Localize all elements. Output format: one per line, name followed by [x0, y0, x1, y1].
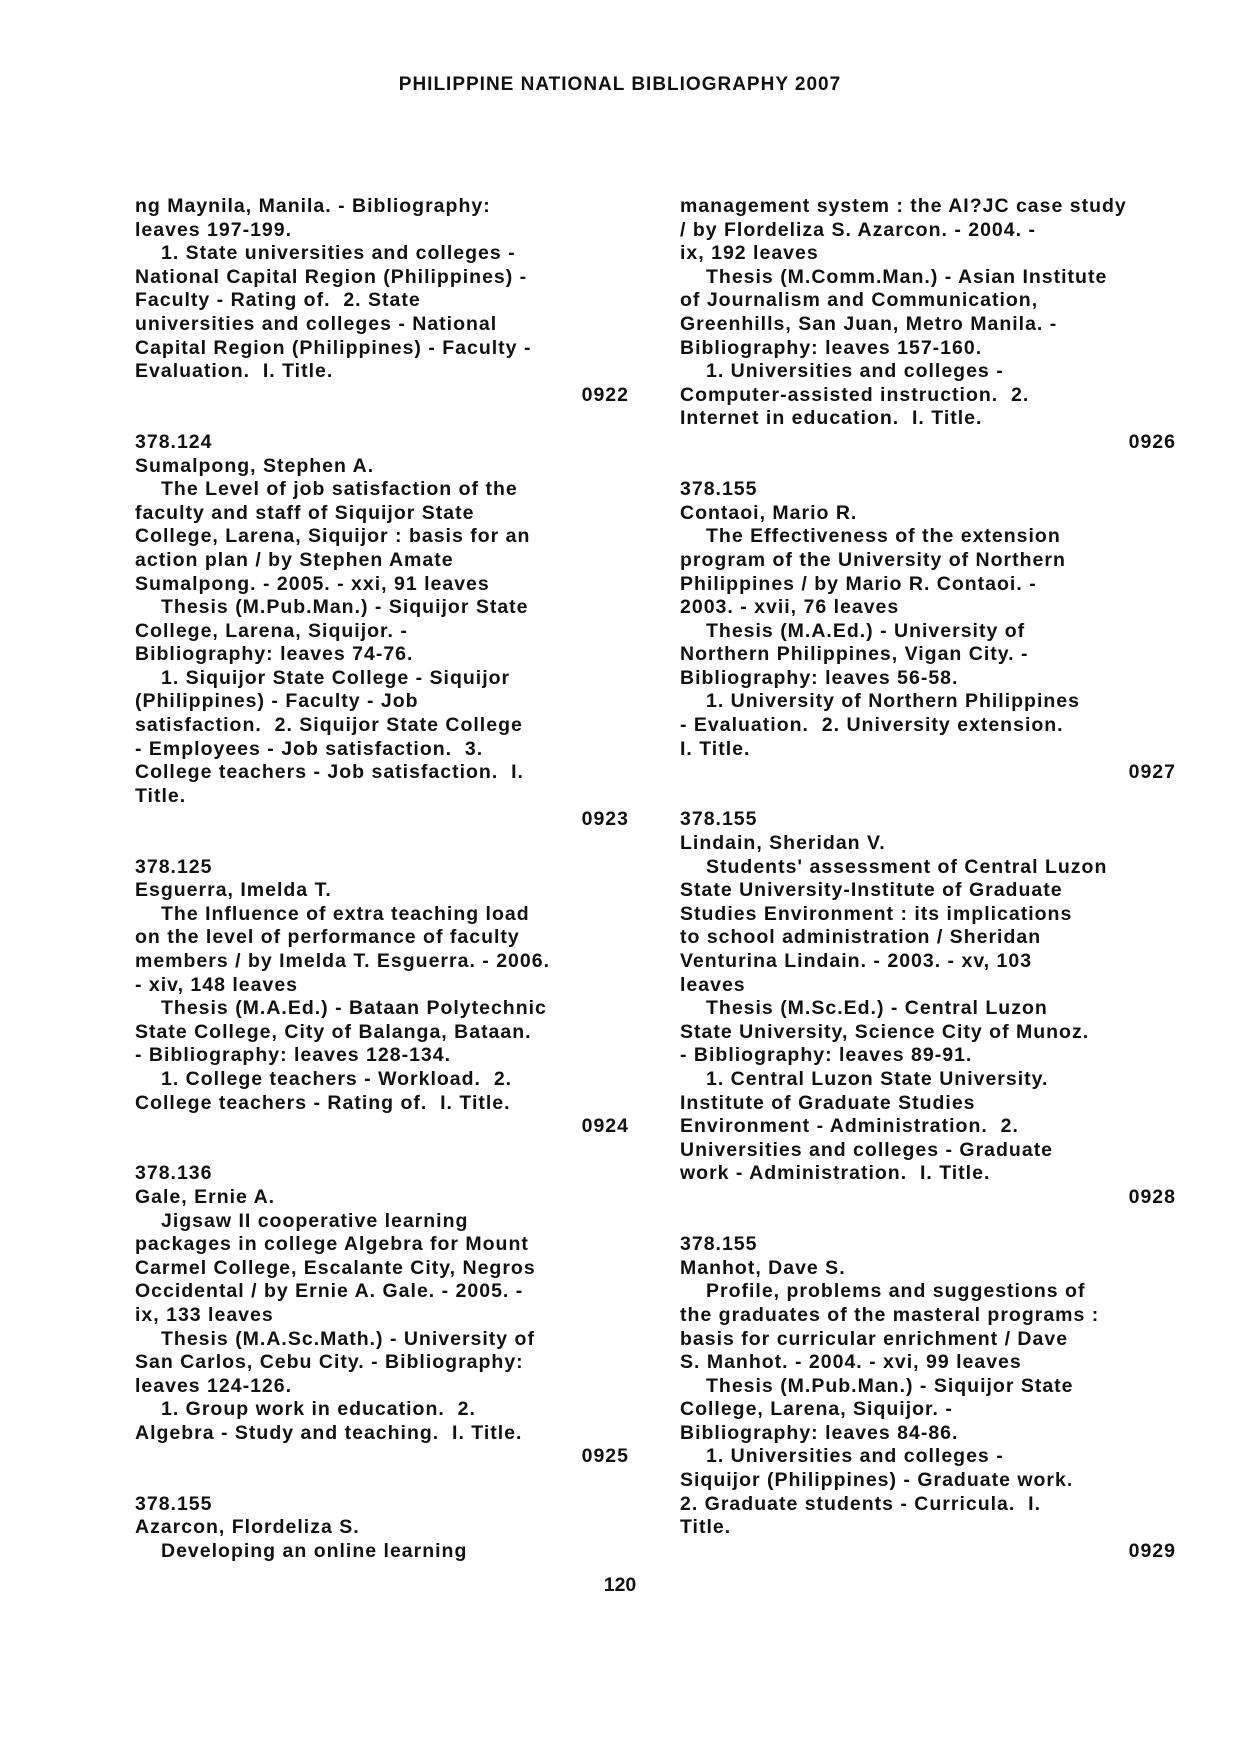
text-line: 378.155 — [680, 1233, 758, 1256]
text-line: Title. — [680, 1516, 732, 1539]
text-line: Thesis (M.Sc.Ed.) - Central Luzon — [706, 997, 1048, 1020]
text-line: 378.155 — [680, 808, 758, 831]
text-line: 1. Universities and colleges - — [706, 360, 1004, 383]
text-line: Venturina Lindain. - 2003. - xv, 103 — [680, 950, 1033, 972]
entry-number: 0924 — [581, 1115, 629, 1138]
text-line: basis for curricular enrichment / Dave — [680, 1327, 1069, 1350]
entry-number: 0929 — [1128, 1539, 1176, 1562]
text-line: - xiv, 148 leaves — [135, 973, 299, 996]
text-line: State University-Institute of Graduate — [680, 879, 1063, 902]
text-line: 2. Graduate students - Curricula. I. — [680, 1492, 1041, 1515]
entry-spacer — [680, 1210, 1176, 1234]
text-line: members / by Imelda T. Esguerra. - 2006. — [135, 950, 551, 972]
entry-spacer — [680, 785, 1176, 809]
text-line: Capital Region (Philippines) - Faculty - — [135, 336, 532, 359]
text-line: Students' assessment of Central Luzon — [706, 855, 1108, 878]
text-line: Carmel College, Escalante City, Negros — [135, 1256, 536, 1279]
text-line: Azarcon, Flordeliza S. — [135, 1516, 360, 1539]
text-line: action plan / by Stephen Amate — [135, 548, 454, 571]
entry-spacer — [680, 455, 1176, 479]
left-column — [135, 195, 629, 1563]
entry-spacer — [135, 407, 629, 431]
text-line: Developing an online learning — [161, 1539, 468, 1562]
text-line: National Capital Region (Philippines) - — [135, 265, 528, 288]
entry-number: 0928 — [1128, 1185, 1176, 1208]
text-line: The Effectiveness of the extension — [706, 525, 1061, 548]
text-line: Philippines / by Mario R. Contaoi. - — [680, 572, 1037, 595]
text-line: 378.125 — [135, 855, 213, 878]
text-line: Sumalpong. - 2005. - xxi, 91 leaves — [135, 572, 490, 595]
text-line: - Bibliography: leaves 89-91. — [680, 1044, 973, 1067]
text-line: Bibliography: leaves 157-160. — [680, 336, 983, 359]
text-line: satisfaction. 2. Siquijor State College — [135, 714, 523, 737]
text-line: faculty and staff of Siquijor State — [135, 501, 475, 524]
text-line: on the level of performance of faculty — [135, 926, 520, 949]
text-line: Esguerra, Imelda T. — [135, 879, 332, 902]
text-line: 1. State universities and colleges - — [161, 242, 516, 265]
text-line: Lindain, Sheridan V. — [680, 832, 886, 855]
text-line: Occidental / by Ernie A. Gale. - 2005. - — [135, 1280, 524, 1303]
text-line: College teachers - Rating of. I. Title. — [135, 1091, 511, 1114]
text-line: 378.155 — [680, 478, 758, 501]
text-line: Institute of Graduate Studies — [680, 1091, 976, 1114]
text-line: - Employees - Job satisfaction. 3. — [135, 737, 484, 760]
text-line: Thesis (M.A.Ed.) - University of — [706, 619, 1026, 642]
text-line: Bibliography: leaves 56-58. — [680, 666, 959, 689]
text-line: leaves 197-199. — [135, 218, 293, 241]
text-line: College, Larena, Siquijor. - — [680, 1398, 953, 1421]
entry-number: 0927 — [1128, 761, 1176, 784]
text-line: State University, Science City of Munoz. — [680, 1020, 1090, 1043]
text-line: the graduates of the masteral programs : — [680, 1303, 1100, 1326]
text-line: management system : the AI?JC case study — [680, 195, 1127, 217]
text-line: 1. College teachers - Workload. 2. — [161, 1067, 513, 1090]
text-line: 1. Universities and colleges - — [706, 1445, 1004, 1468]
text-line: 1. Siquijor State College - Siquijor — [161, 666, 511, 689]
text-line: Bibliography: leaves 74-76. — [135, 643, 414, 666]
text-line: Thesis (M.Pub.Man.) - Siquijor State — [706, 1374, 1074, 1397]
text-line: Thesis (M.A.Ed.) - Bataan Polytechnic — [161, 997, 547, 1020]
text-line: The Level of job satisfaction of the — [161, 478, 518, 501]
text-line: Thesis (M.Pub.Man.) - Siquijor State — [161, 596, 529, 619]
text-line: Greenhills, San Juan, Metro Manila. - — [680, 312, 1058, 335]
entry-spacer — [135, 1469, 629, 1493]
right-column — [680, 195, 1176, 1563]
text-line: ix, 192 leaves — [680, 242, 819, 265]
text-line: Studies Environment : its implications — [680, 902, 1073, 925]
entry-number: 0922 — [581, 383, 629, 406]
text-line: San Carlos, Cebu City. - Bibliography: — [135, 1351, 524, 1374]
text-line: Environment - Administration. 2. — [680, 1115, 1019, 1138]
text-line: universities and colleges - National — [135, 312, 498, 335]
text-line: State College, City of Balanga, Bataan. — [135, 1020, 532, 1043]
entry-number: 0925 — [581, 1445, 629, 1468]
page-header: PHILIPPINE NATIONAL BIBLIOGRAPHY 2007 — [398, 74, 842, 95]
text-line: 2003. - xvii, 76 leaves — [680, 596, 900, 619]
text-line: Sumalpong, Stephen A. — [135, 454, 375, 477]
text-line: 1. University of Northern Philippines — [706, 690, 1080, 713]
text-line: The Influence of extra teaching load — [161, 902, 530, 925]
text-line: - Bibliography: leaves 128-134. — [135, 1044, 452, 1067]
text-line: Bibliography: leaves 84-86. — [680, 1421, 959, 1444]
text-line: Algebra - Study and teaching. I. Title. — [135, 1421, 523, 1444]
text-line: / by Flordeliza S. Azarcon. - 2004. - — [680, 218, 1036, 241]
text-line: - Evaluation. 2. University extension. — [680, 714, 1064, 737]
text-line: Gale, Ernie A. — [135, 1185, 276, 1208]
text-line: of Journalism and Communication, — [680, 289, 1039, 312]
text-line: 378.124 — [135, 430, 213, 453]
text-line: Profile, problems and suggestions of — [706, 1280, 1086, 1303]
text-line: ng Maynila, Manila. - Bibliography: — [135, 195, 491, 217]
entry-number: 0923 — [581, 808, 629, 831]
text-line: 378.136 — [135, 1162, 213, 1185]
text-line: (Philippines) - Faculty - Job — [135, 690, 419, 713]
text-line: Thesis (M.Comm.Man.) - Asian Institute — [706, 265, 1108, 288]
entry-number: 0926 — [1128, 430, 1176, 453]
text-line: program of the University of Northern — [680, 548, 1066, 571]
text-line: Evaluation. I. Title. — [135, 360, 334, 383]
text-line: Contaoi, Mario R. — [680, 501, 858, 524]
text-line: 1. Central Luzon State University. — [706, 1067, 1049, 1090]
text-line: College, Larena, Siquijor. - — [135, 619, 408, 642]
text-line: 378.155 — [135, 1492, 213, 1515]
page-number: 120 — [603, 1574, 637, 1596]
text-line: Thesis (M.A.Sc.Math.) - University of — [161, 1327, 535, 1350]
text-line: Faculty - Rating of. 2. State — [135, 289, 421, 312]
text-line: Northern Philippines, Vigan City. - — [680, 643, 1029, 666]
text-line: to school administration / Sheridan — [680, 926, 1042, 949]
text-line: work - Administration. I. Title. — [680, 1162, 991, 1185]
text-line: 1. Group work in education. 2. — [161, 1398, 476, 1421]
entry-spacer — [135, 832, 629, 856]
text-line: Internet in education. I. Title. — [680, 407, 983, 430]
text-line: ix, 133 leaves — [135, 1303, 274, 1326]
text-line: leaves 124-126. — [135, 1374, 293, 1397]
text-line: Manhot, Dave S. — [680, 1256, 846, 1279]
text-line: Siquijor (Philippines) - Graduate work. — [680, 1469, 1074, 1492]
text-line: Universities and colleges - Graduate — [680, 1138, 1054, 1161]
entry-spacer — [135, 1139, 629, 1163]
text-line: Computer-assisted instruction. 2. — [680, 383, 1030, 406]
text-line: College, Larena, Siquijor : basis for an — [135, 525, 531, 548]
text-line: leaves — [680, 973, 746, 996]
text-line: Title. — [135, 784, 187, 807]
text-line: College teachers - Job satisfaction. I. — [135, 761, 524, 784]
text-line: I. Title. — [680, 737, 751, 760]
text-line: S. Manhot. - 2004. - xvi, 99 leaves — [680, 1351, 1022, 1374]
text-line: Jigsaw II cooperative learning — [161, 1209, 469, 1232]
text-line: packages in college Algebra for Mount — [135, 1233, 529, 1256]
